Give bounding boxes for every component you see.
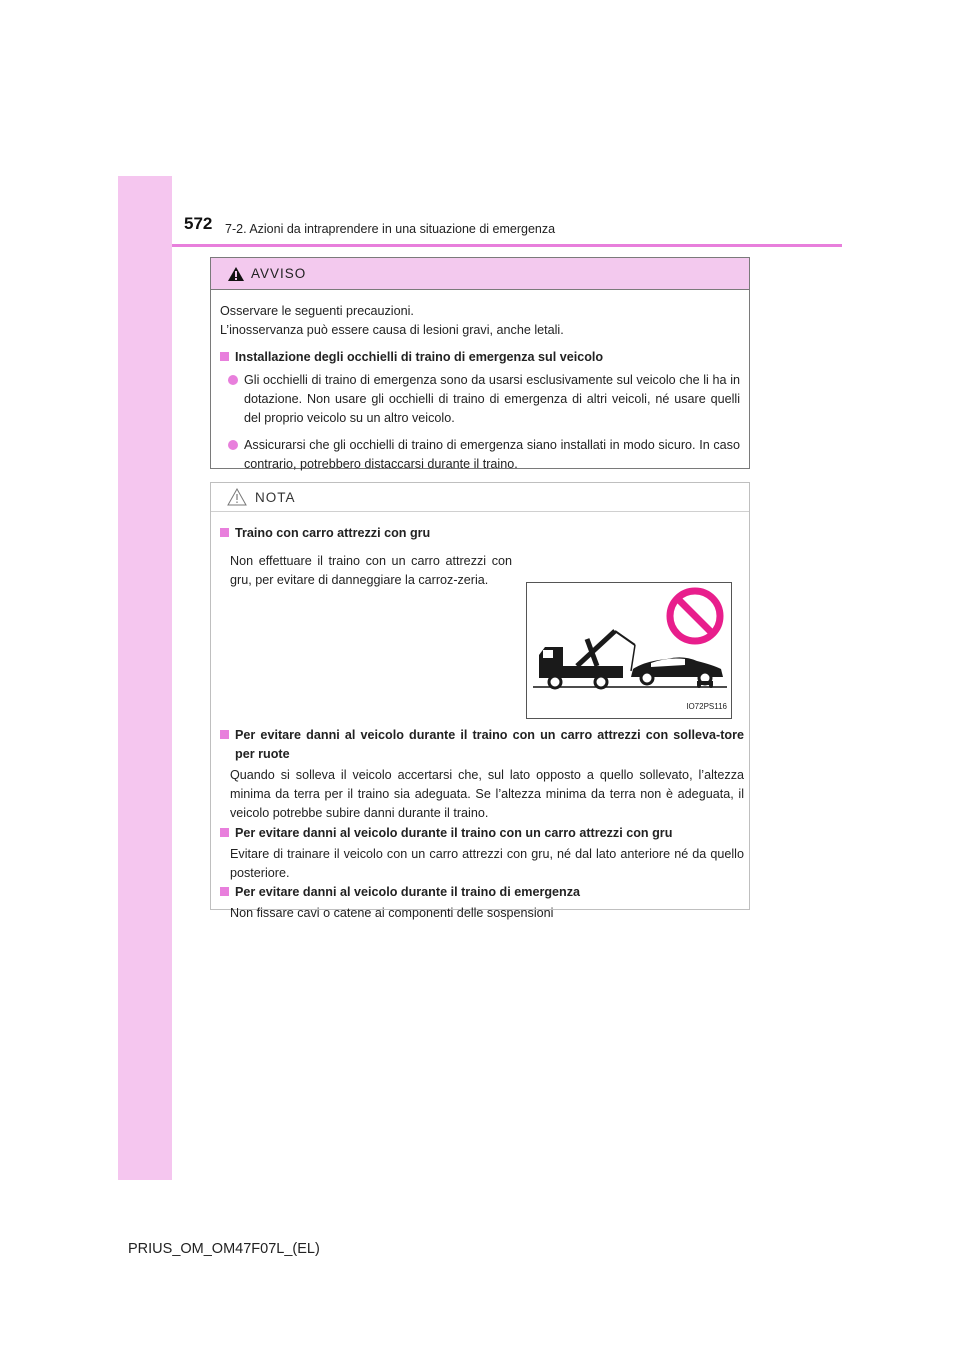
header-rule [172, 244, 842, 247]
warning-triangle-icon [227, 266, 245, 282]
warning-intro: L’inosservanza può essere causa di lesioni gravi, anche letali. [220, 323, 564, 337]
warning-bullet: Assicurarsi che gli occhielli di traino di emergenza siano installati in modo sicuro. In caso contrario, potrebbero distaccarsi durante il traino. [220, 436, 740, 474]
note-box [210, 482, 750, 920]
note-heading: Per evitare danni al veicolo durante il traino di emergenza [220, 883, 744, 902]
page-number: 572 [184, 214, 213, 233]
square-bullet-icon [220, 730, 229, 739]
warning-bullet: Gli occhielli di traino di emergenza sono da usarsi esclusivamente sul veicolo che li ha in dotazione. Non usare gli occhielli di traino di emergenza di altri veicoli, né usare quelli del proprio veicolo su un altro veicolo. [220, 371, 740, 428]
note-header [211, 483, 749, 512]
warning-heading: Installazione degli occhielli di traino di emergenza sul veicolo [220, 348, 740, 367]
warning-intro: Osservare le seguenti precauzioni. [220, 304, 414, 318]
note-heading: Per evitare danni al veicolo durante il traino con un carro attrezzi con gru [220, 824, 744, 843]
note-title: NOTA [255, 489, 296, 505]
round-bullet-icon [228, 375, 238, 385]
warning-title: AVVISO [251, 266, 307, 281]
section-title: 7-2. Azioni da intraprendere in una situazione di emergenza [225, 222, 556, 236]
side-tab-strip [118, 176, 172, 1180]
warning-header [211, 258, 749, 290]
footer-doc-code: PRIUS_OM_OM47F07L_(EL) [128, 1241, 320, 1257]
prohibition-sign-icon [670, 591, 720, 641]
square-bullet-icon [220, 352, 229, 361]
note-heading: Per evitare danni al veicolo durante il traino con un carro attrezzi con solleva-tore per ruote [220, 726, 744, 764]
note-text: Non fissare cavi o catene ai componenti delle sospensioni [230, 906, 554, 920]
square-bullet-icon [220, 828, 229, 837]
note-text: Evitare di trainare il veicolo con un carro attrezzi con gru, né dal lato anteriore né da quello posteriore. [230, 847, 744, 880]
square-bullet-icon [220, 887, 229, 896]
figure-code: IO72PS116 [686, 702, 727, 711]
caution-triangle-icon [227, 488, 247, 506]
round-bullet-icon [228, 440, 238, 450]
warning-box [210, 257, 750, 469]
note-heading: Traino con carro attrezzi con gru [220, 524, 744, 543]
square-bullet-icon [220, 528, 229, 537]
note-text: Non effettuare il traino con un carro attrezzi con gru, per evitare di danneggiare la carroz-zeria. [230, 554, 512, 587]
tow-truck-figure [526, 582, 732, 719]
note-text: Quando si solleva il veicolo accertarsi che, sul lato opposto a quello sollevato, l’altezza minima da terra per il traino sia adeguata. Se l’altezza minima da terra non è adeguata, il veicolo potrebbe subire danni durante il traino. [230, 768, 744, 820]
